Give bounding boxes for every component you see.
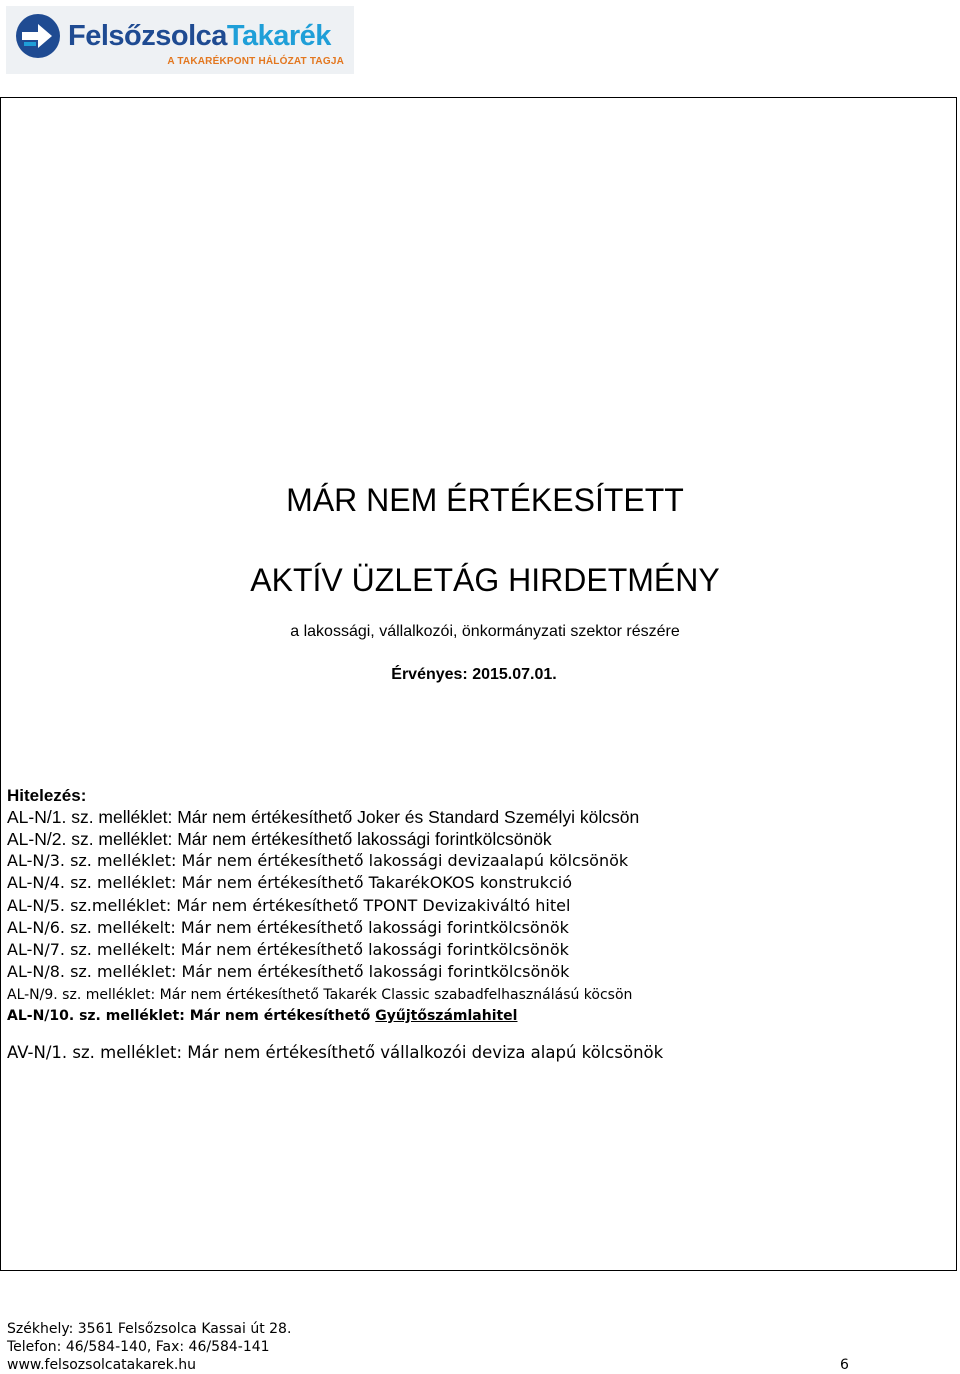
list-item: AL-N/6. sz. mellékelt: Már nem értékesíthető lakossági forintkölcsönök <box>7 917 569 937</box>
list-item <box>7 1005 639 1027</box>
logo-wordmark <box>68 20 331 53</box>
arrow-circle-logo-icon <box>14 12 62 60</box>
content-frame <box>0 97 957 1271</box>
page-number: 6 <box>840 1357 849 1373</box>
list-item: AL-N/1. sz. melléklet: Már nem értékesíthető Joker és Standard Személyi kölcsön <box>7 807 640 827</box>
lending-heading: Hitelezés: <box>7 786 87 805</box>
list-item: AL-N/2. sz. melléklet: Már nem értékesíthető lakossági forintkölcsönök <box>7 829 552 849</box>
footer-phone: Telefon: 46/584-140, Fax: 46/584-141 <box>7 1339 270 1355</box>
appendix-list <box>7 806 639 1027</box>
company-logo <box>6 6 354 74</box>
logo-wordmark-part2: Takarék <box>226 20 331 52</box>
list-item-underlined: Gyűjtőszámlahitel <box>375 1007 518 1024</box>
list-item: AL-N/7. sz. mellékelt: Már nem értékesíthető lakossági forintkölcsönök <box>7 940 569 960</box>
document-title-line1: MÁR NEM ÉRTÉKESÍTETT <box>286 482 684 518</box>
footer-address: Székhely: 3561 Felsőzsolca Kassai út 28. <box>7 1321 292 1337</box>
business-appendix-item: AV-N/1. sz. melléklet: Már nem értékesíthető vállalkozói deviza alapú kölcsönök <box>7 1043 664 1062</box>
list-item: AL-N/5. sz.melléklet: Már nem értékesíthető TPONT Devizakiváltó hitel <box>7 895 571 915</box>
list-item-prefix: AL-N/10. sz. melléklet: Már nem értékesíthető <box>7 1007 376 1024</box>
logo-tagline: A TAKARÉKPONT HÁLÓZAT TAGJA <box>167 56 344 67</box>
document-subtitle: a lakossági, vállalkozói, önkormányzati szektor részére <box>290 623 680 640</box>
page-footer <box>7 1320 953 1374</box>
logo-wordmark-part1: Felsőzsolca <box>68 20 227 52</box>
list-item: AL-N/3. sz. melléklet: Már nem értékesíthető lakossági devizaalapú kölcsönök <box>7 851 629 870</box>
footer-website[interactable]: www.felsozsolcatakarek.hu <box>7 1357 197 1373</box>
list-item: AL-N/9. sz. melléklet: Már nem értékesíthető Takarék Classic szabadfelhasználású köcsön <box>7 986 633 1003</box>
list-item: AL-N/8. sz. melléklet: Már nem értékesíthető lakossági forintkölcsönök <box>7 962 570 982</box>
document-title-line2: AKTÍV ÜZLETÁG HIRDETMÉNY <box>250 562 720 598</box>
list-item: AL-N/4. sz. melléklet: Már nem értékesíthető TakarékOKOS konstrukció <box>7 873 572 893</box>
validity-date: Érvényes: 2015.07.01. <box>391 666 557 683</box>
